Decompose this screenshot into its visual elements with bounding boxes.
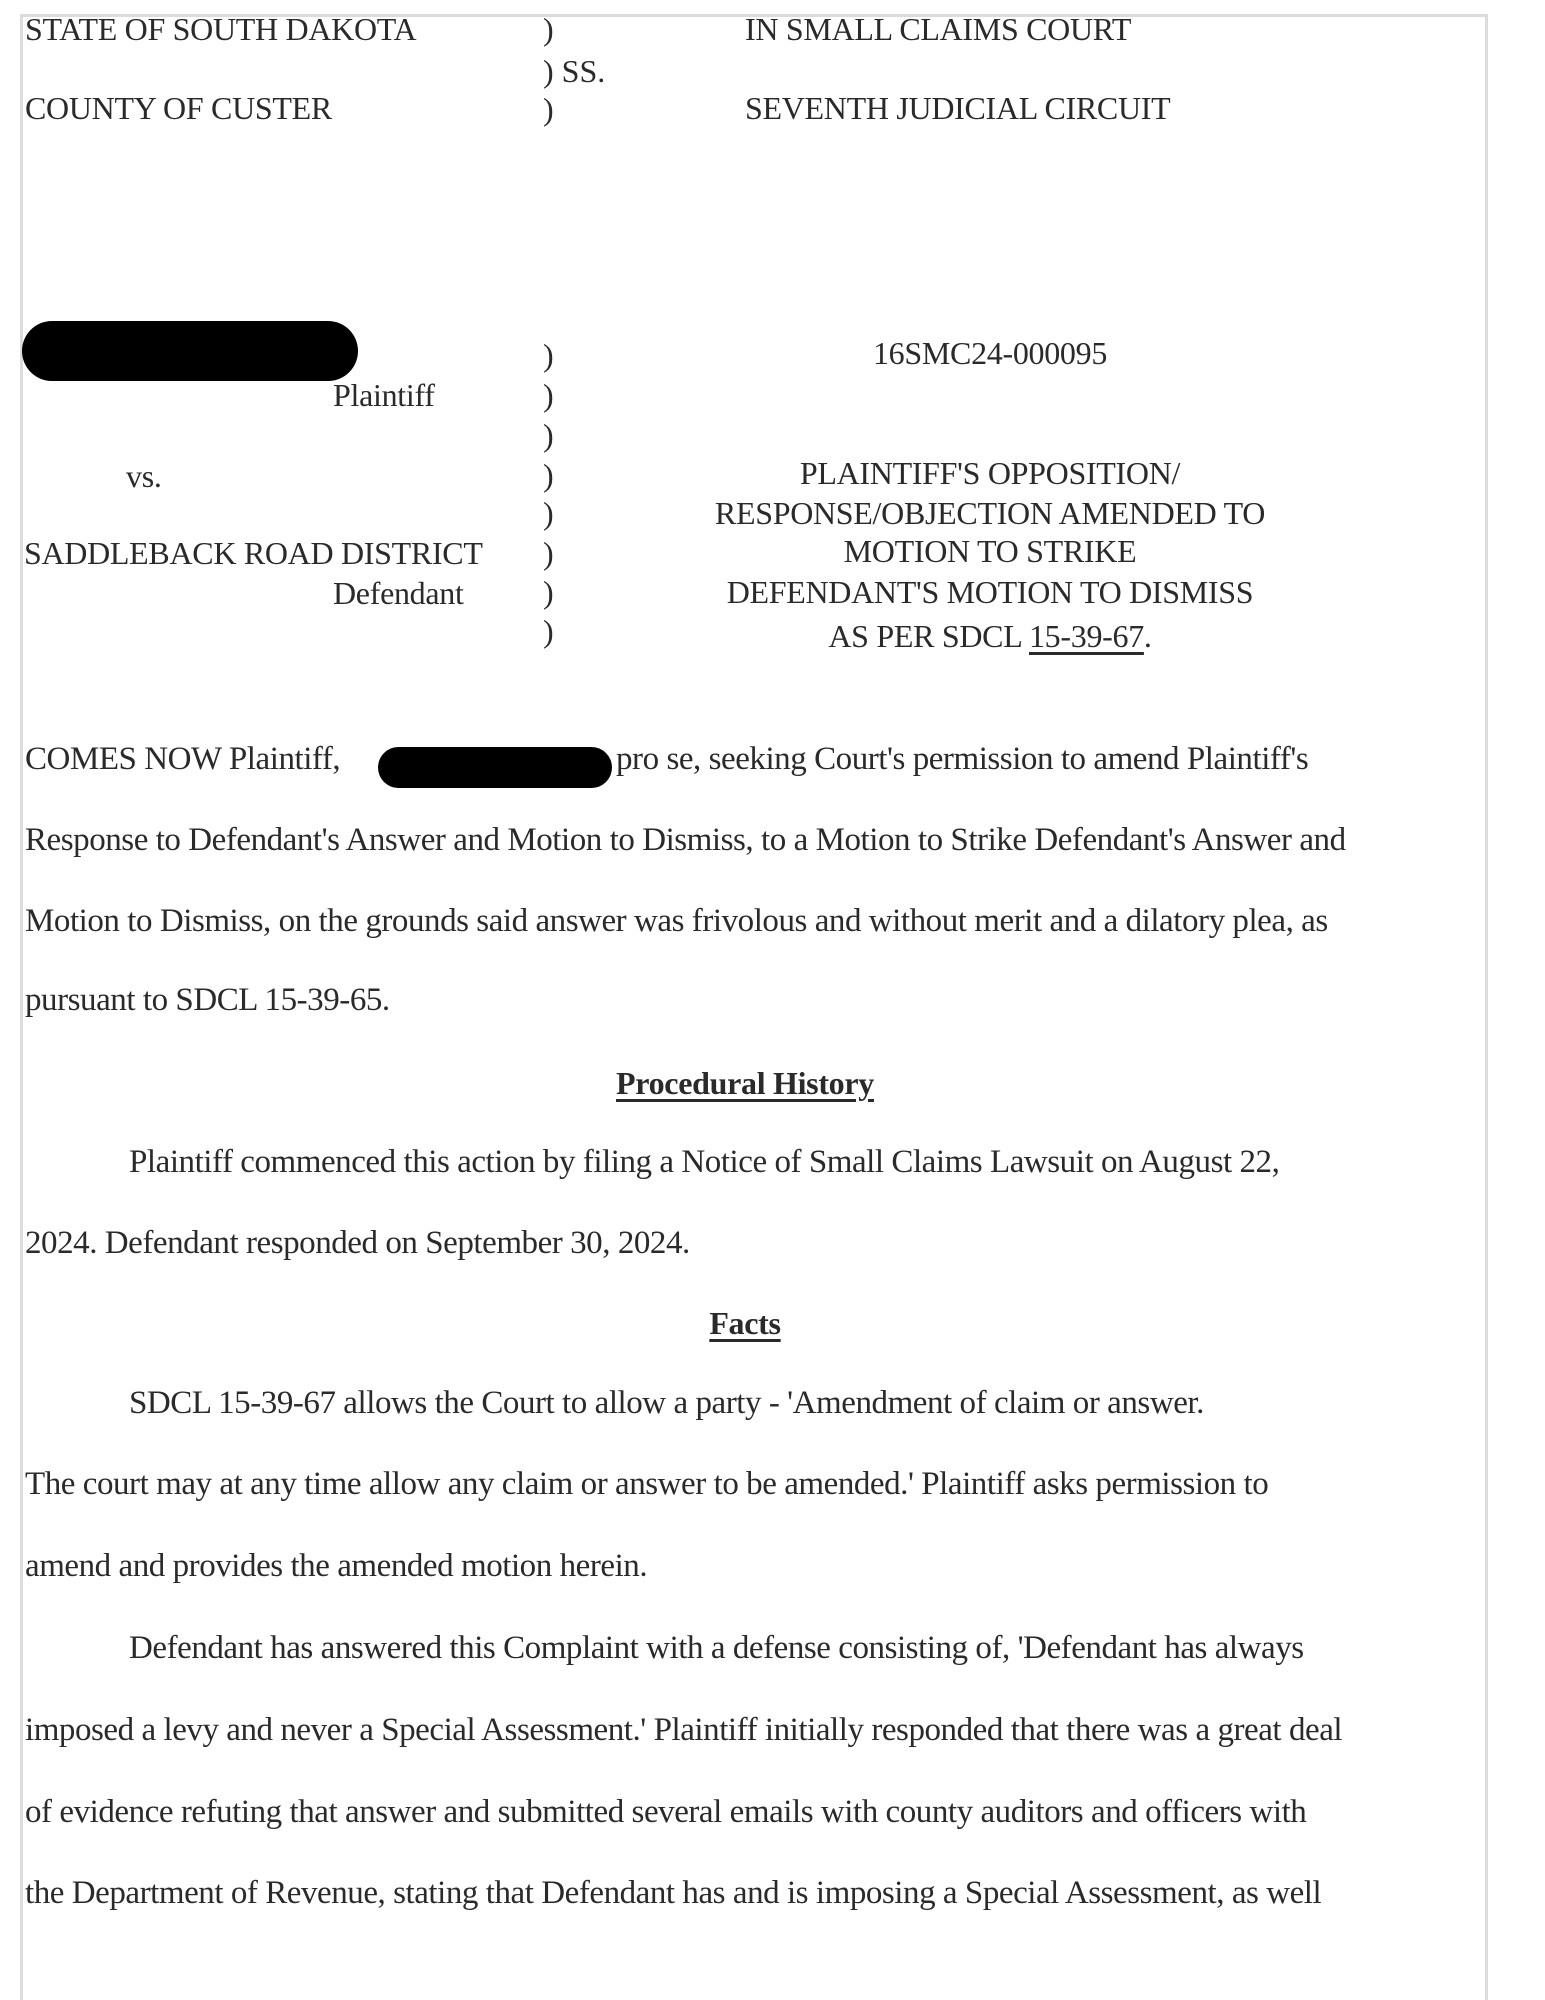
caption-paren: ) [543,417,554,453]
intro-line-4: pursuant to SDCL 15-39-65. [25,982,390,1018]
facts-para2-line: the Department of Revenue, stating that Defendant has and is imposing a Special Assessment, as well [25,1875,1322,1911]
facts-para1-line: SDCL 15-39-67 allows the Court to allow a party - 'Amendment of claim or answer. [129,1385,1204,1421]
section-heading-procedural-history: Procedural History [616,1065,874,1101]
facts-para2-line: imposed a levy and never a Special Assessment.' Plaintiff initially responded that there was a great deal [25,1712,1343,1748]
caption-paren: ) [543,91,554,127]
intro-line-3: Motion to Dismiss, on the grounds said answer was frivolous and without merit and a dilatory plea, as [25,903,1328,939]
section-heading-facts: Facts [709,1305,781,1341]
plaintiff-label: Plaintiff [333,377,435,413]
caption-ss: SS. [561,53,606,89]
facts-para2-line: of evidence refuting that answer and submitted several emails with county auditors and officers with [25,1794,1307,1830]
caption-paren: ) [543,337,554,373]
document-title-line [685,620,1295,652]
caption-circuit: SEVENTH JUDICIAL CIRCUIT [745,90,1171,126]
facts-para1-line: The court may at any time allow any claim or answer to be amended.' Plaintiff asks permission to [25,1466,1269,1502]
defendant-label: Defendant [333,575,464,611]
case-number: 16SMC24-000095 [872,335,1108,371]
vs-label: vs. [126,458,162,494]
title-prefix: AS PER SDCL [828,618,1029,654]
redaction-plaintiff-name [22,321,358,381]
intro-suffix: pro se, seeking Court's permission to amend Plaintiff's [616,741,1309,777]
intro-line-2: Response to Defendant's Answer and Motion to Dismiss, to a Motion to Strike Defendant's Answer and [25,822,1346,858]
caption-paren: ) [543,613,554,649]
document-title-line: RESPONSE/OBJECTION AMENDED TO [714,495,1266,531]
caption-paren: ) [543,535,554,571]
procedural-history-line-1: Plaintiff commenced this action by filing a Notice of Small Claims Lawsuit on August 22, [129,1144,1280,1180]
document-title-line: PLAINTIFF'S OPPOSITION/ [799,455,1181,491]
statute-citation: 15-39-67 [1028,618,1144,654]
defendant-name: SADDLEBACK ROAD DISTRICT [24,535,483,571]
document-title-line: DEFENDANT'S MOTION TO DISMISS [726,574,1254,610]
facts-para2-line: Defendant has answered this Complaint with a defense consisting of, 'Defendant has always [129,1630,1304,1666]
caption-paren: ) [543,53,554,89]
intro-prefix: COMES NOW Plaintiff, [25,741,341,777]
intro-line-1 [25,743,340,776]
caption-paren: ) [543,495,554,531]
caption-paren: ) [543,11,554,47]
procedural-history-line-2: 2024. Defendant responded on September 30, 2024. [25,1225,690,1261]
caption-state: STATE OF SOUTH DAKOTA [25,11,417,47]
caption-court: IN SMALL CLAIMS COURT [745,11,1132,47]
caption-paren: ) [543,457,554,493]
caption-paren: ) [543,377,554,413]
redaction-plaintiff-name [378,747,612,788]
facts-para1-line: amend and provides the amended motion herein. [25,1548,648,1584]
document-title-line: MOTION TO STRIKE [843,533,1137,569]
caption-paren-ss [543,55,605,87]
title-suffix: . [1143,618,1152,654]
caption-paren: ) [543,574,554,610]
caption-county: COUNTY OF CUSTER [25,90,332,126]
